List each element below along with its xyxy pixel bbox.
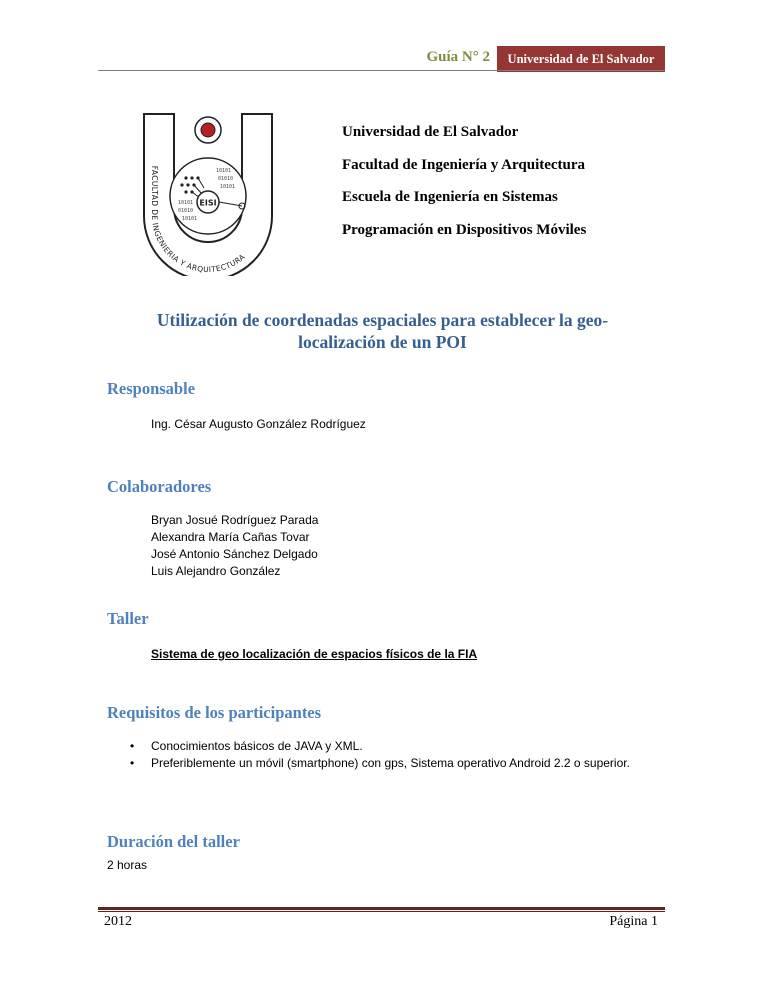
colaborador-name: Alexandra María Cañas Tovar (151, 530, 310, 544)
duracion-value: 2 horas (107, 858, 148, 872)
colaboradores-list (151, 512, 318, 580)
document-title-line1: Utilización de coordenadas espaciales para establecer la geo- (156, 310, 609, 330)
document-title (110, 309, 655, 353)
institution-course: Programación en Dispositivos Móviles (342, 222, 587, 238)
heading-duracion: Duración del taller (107, 832, 240, 851)
svg-text:01010: 01010 (178, 208, 194, 214)
heading-taller: Taller (107, 609, 149, 628)
institution-university: Universidad de El Salvador (342, 124, 519, 140)
heading-responsable: Responsable (107, 379, 196, 398)
list-item (127, 738, 662, 755)
heading-colaboradores: Colaboradores (107, 477, 212, 496)
responsable-name: Ing. César Augusto González Rodríguez (151, 417, 366, 431)
requisito-text: Conocimientos básicos de JAVA y XML. (151, 739, 363, 753)
header-divider (98, 70, 665, 71)
bullet-icon: • (130, 756, 135, 770)
bullet-icon: • (130, 739, 135, 753)
institution-school: Escuela de Ingeniería en Sistemas (342, 189, 558, 205)
svg-text:10101: 10101 (178, 200, 194, 206)
list-item (127, 755, 662, 772)
footer-page-number: Página 1 (609, 914, 658, 929)
requisito-text: Preferiblemente un móvil (smartphone) con gps, Sistema operativo Android 2.2 o superior. (151, 756, 630, 770)
colaborador-name: José Antonio Sánchez Delgado (151, 547, 318, 561)
header-university-tag: Universidad de El Salvador (497, 46, 665, 72)
footer-year: 2012 (104, 914, 132, 929)
colaborador-name: Luis Alejandro González (151, 564, 281, 578)
svg-text:10101: 10101 (220, 184, 236, 190)
logo-label: EISI (199, 198, 217, 208)
svg-text:10101: 10101 (182, 216, 198, 222)
document-title-line2: localización de un POI (298, 332, 467, 352)
footer-divider-thin (98, 911, 665, 912)
colaborador-name: Bryan Josué Rodríguez Parada (151, 513, 319, 527)
logo-ring-text: FACULTAD DE INGENIERIA Y ARQUITECTURA (149, 165, 247, 275)
svg-text:01010: 01010 (218, 176, 234, 182)
header-guide-number: Guía N° 2 (426, 49, 490, 65)
institution-faculty: Facultad de Ingeniería y Arquitectura (342, 157, 586, 173)
taller-name: Sistema de geo localización de espacios físicos de la FIA (151, 647, 478, 661)
faculty-logo (138, 108, 278, 276)
svg-text:10101: 10101 (216, 168, 232, 174)
heading-requisitos: Requisitos de los participantes (107, 703, 322, 722)
footer-divider (98, 907, 665, 910)
requisitos-list (127, 738, 662, 772)
